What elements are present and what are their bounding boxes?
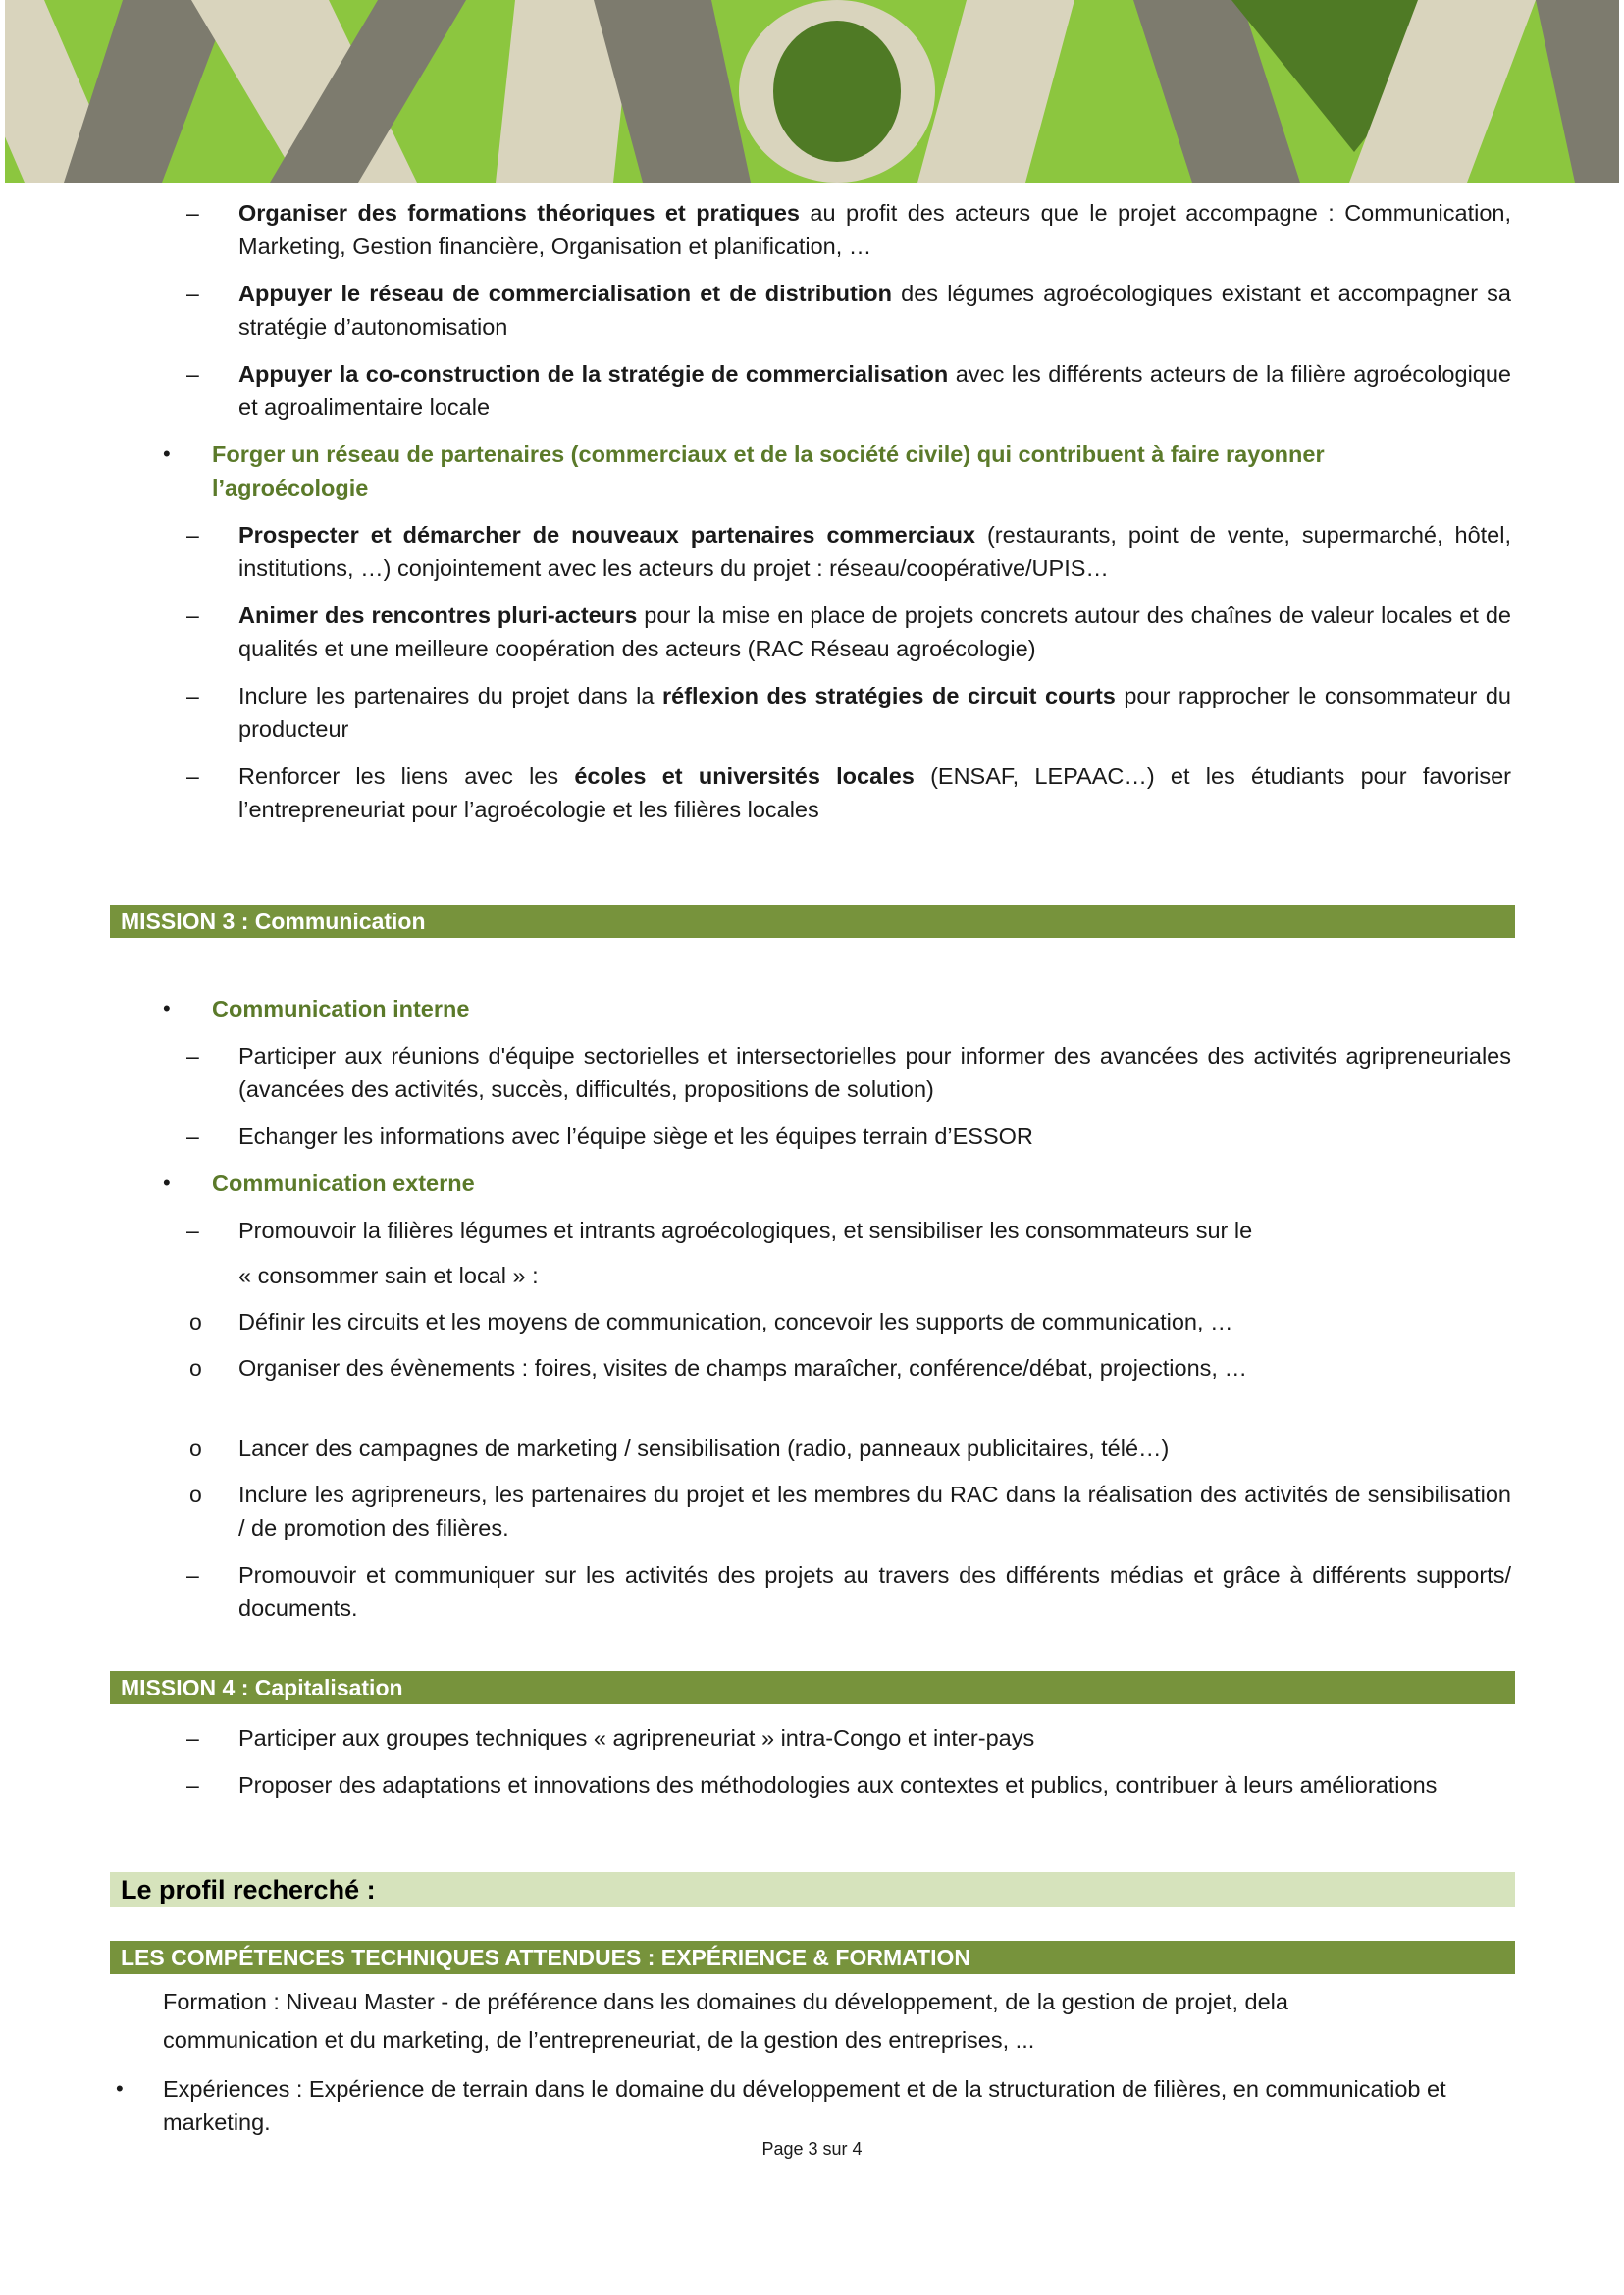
item-text: Renforcer les liens avec les — [238, 763, 575, 789]
dash-marker: – — [186, 1218, 199, 1243]
item-text: des légumes agroécologiques existant et accompagner sa stratégie d’autonomisation — [238, 281, 1511, 339]
bullet-marker: • — [116, 2076, 124, 2101]
list-item-continuation: « consommer sain et local » : — [238, 1263, 539, 1288]
list-item — [238, 599, 1511, 665]
item-text: au profit des acteurs que le projet accompagne : Communication, Marketing, Gestion financière, Organisation et planification, … — [238, 200, 1511, 259]
item-text: avec les différents acteurs de la filière agroécologique et agroalimentaire locale — [238, 361, 1511, 420]
list-item — [238, 518, 1511, 585]
item-bold: réflexion des stratégies de circuit courts — [661, 683, 1116, 708]
dash-marker: – — [186, 1772, 199, 1798]
communication-interne-heading: Communication interne — [212, 996, 470, 1021]
dash-marker: – — [186, 522, 199, 548]
dash-marker: – — [186, 1123, 199, 1149]
dash-marker: – — [186, 1043, 199, 1069]
item-bold: écoles et universités locales — [574, 763, 915, 789]
item-bold: Organiser des formations théoriques et pratiques — [238, 200, 800, 226]
circle-marker: o — [189, 1482, 202, 1507]
dash-marker: – — [186, 281, 199, 306]
item-bold: Prospecter et démarcher de nouveaux partenaires commerciaux — [238, 522, 975, 548]
bullet-marker: • — [163, 1171, 171, 1195]
dash-marker: – — [186, 683, 199, 708]
bullet-marker: • — [163, 442, 171, 466]
list-item: Promouvoir la filières légumes et intrants agroécologiques, et sensibiliser les consommateurs sur le — [238, 1218, 1253, 1243]
formation-text: Formation : Niveau Master - de préférence dans les domaines du développement, de la gestion de projet, dela communication et du marketing, de l’entrepreneuriat, de la gestion des entreprises, ... — [163, 1989, 1288, 2053]
item-bold: Animer des rencontres pluri-acteurs — [238, 602, 638, 628]
list-item: Participer aux groupes techniques « agripreneuriat » intra-Congo et inter-pays — [238, 1725, 1035, 1750]
page-number: Page 3 sur 4 — [761, 2139, 863, 2159]
dash-marker: – — [186, 763, 199, 789]
header-banner — [5, 0, 1619, 183]
sub-list-item: Organiser des évènements : foires, visites de champs maraîcher, conférence/débat, projections, … — [238, 1355, 1247, 1381]
list-item: Promouvoir et communiquer sur les activités des projets au travers des différents médias et grâce à différents supports/ documents. — [238, 1562, 1511, 1621]
sub-list-item: Lancer des campagnes de marketing / sensibilisation (radio, panneaux publicitaires, télé…) — [238, 1435, 1170, 1461]
list-item — [238, 759, 1511, 826]
item-text: Inclure les partenaires du projet dans la — [238, 683, 662, 708]
list-item — [238, 357, 1511, 424]
circle-marker: o — [189, 1309, 202, 1334]
mission-3-header: MISSION 3 : Communication — [110, 905, 1515, 938]
decorative-pattern — [5, 0, 1619, 183]
dash-marker: – — [186, 200, 199, 226]
list-item: Participer aux réunions d'équipe sectorielles et intersectorielles pour informer des avancées des activités agripreneuriales (avancées des activités, succès, difficultés, propositions de solution) — [238, 1043, 1511, 1102]
item-text: (restaurants, point de vente, supermarché, hôtel, institutions, …) conjointement avec les acteurs du projet : réseau/coopérative/UPIS… — [238, 522, 1511, 581]
item-bold: Appuyer la co-construction de la stratégie de commercialisation — [238, 361, 949, 387]
competences-header: LES COMPÉTENCES TECHNIQUES ATTENDUES : EXPÉRIENCE & FORMATION — [110, 1941, 1515, 1974]
list-item — [238, 679, 1511, 746]
item-text: pour rapprocher le consommateur du producteur — [238, 683, 1511, 742]
circle-marker: o — [189, 1355, 202, 1381]
dash-marker: – — [186, 602, 199, 628]
section-heading: Forger un réseau de partenaires (commerciaux et de la société civile) qui contribuent à faire rayonner l’agroécologie — [212, 442, 1325, 500]
item-text: pour la mise en place de projets concrets autour des chaînes de valeur locales et de qualités et une meilleure coopération des acteurs (RAC Réseau agroécologie) — [238, 602, 1511, 661]
dash-marker: – — [186, 1562, 199, 1588]
item-text: (ENSAF, LEPAAC…) et les étudiants pour favoriser l’entrepreneuriat pour l’agroécologie et les filières locales — [238, 763, 1511, 822]
dash-marker: – — [186, 361, 199, 387]
circle-marker: o — [189, 1435, 202, 1461]
bullet-marker: • — [163, 996, 171, 1020]
sub-list-item: Définir les circuits et les moyens de communication, concevoir les supports de communication, … — [238, 1309, 1233, 1334]
list-item: Proposer des adaptations et innovations des méthodologies aux contextes et publics, contribuer à leurs améliorations — [238, 1772, 1438, 1798]
experiences-text: Expériences : Expérience de terrain dans le domaine du développement et de la structuration de filières, en communicatiob et marketing. — [163, 2076, 1446, 2135]
list-item: Echanger les informations avec l’équipe siège et les équipes terrain d’ESSOR — [238, 1123, 1033, 1149]
communication-externe-heading: Communication externe — [212, 1171, 475, 1196]
item-bold: Appuyer le réseau de commercialisation et de distribution — [238, 281, 893, 306]
sub-list-item: Inclure les agripreneurs, les partenaires du projet et les membres du RAC dans la réalisation des activités de sensibilisation / de promotion des filières. — [238, 1482, 1511, 1540]
list-item — [238, 196, 1511, 263]
mission-4-header: MISSION 4 : Capitalisation — [110, 1671, 1515, 1704]
profil-header: Le profil recherché : — [110, 1872, 1515, 1907]
list-item — [238, 277, 1511, 343]
dash-marker: – — [186, 1725, 199, 1750]
